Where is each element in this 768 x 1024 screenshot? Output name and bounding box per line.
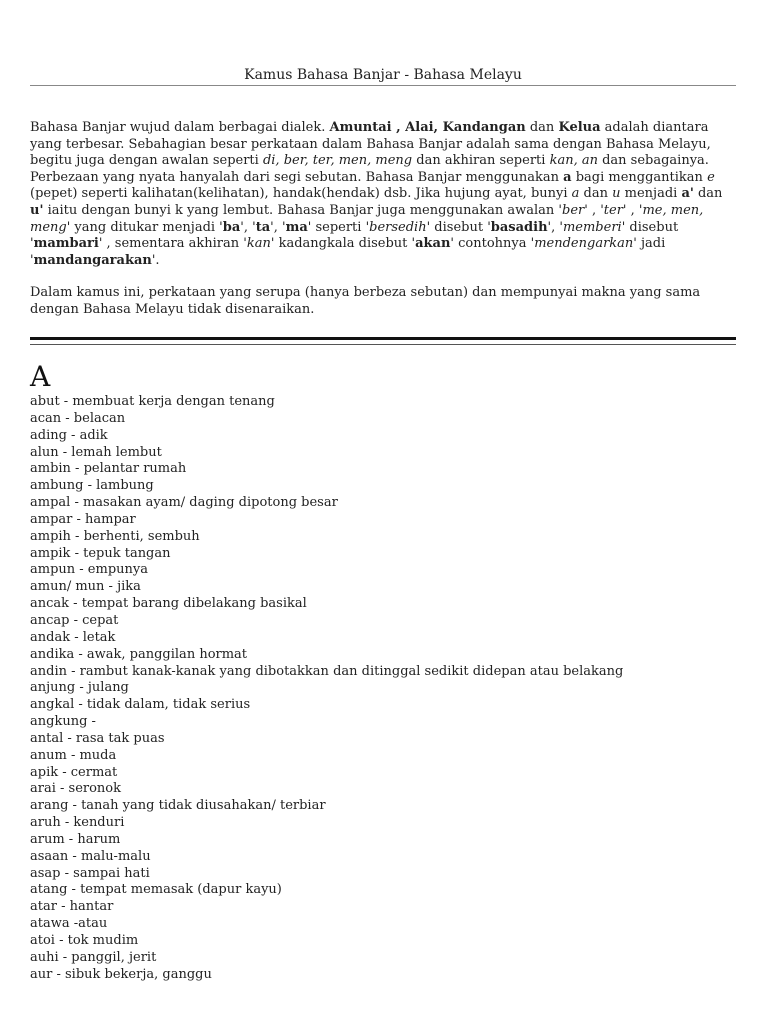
dictionary-entry: aruh - kenduri	[30, 815, 125, 831]
dictionary-entry: atoi - tok mudim	[30, 933, 139, 948]
page-title: Kamus Bahasa Banjar - Bahasa Melayu	[244, 67, 522, 83]
text-run: dan	[579, 186, 613, 202]
dictionary-entry: anjung - julang	[30, 680, 129, 696]
text-run: ' seperti '	[307, 219, 370, 235]
intro-paragraph	[30, 285, 736, 318]
italic-text: u	[612, 186, 621, 202]
text-run: bagi menggantikan	[571, 169, 708, 185]
bold-text: mandangarakan	[33, 252, 152, 268]
text-run: ' contohnya '	[450, 236, 535, 252]
text-run: Bahasa Banjar wujud dalam berbagai dialek.	[30, 120, 330, 135]
italic-text: a	[571, 186, 580, 202]
italic-text: e	[707, 169, 715, 185]
text-run: dan sebagainya. Perbezaan yang nyata hanyalah dari segi sebutan. Bahasa Banjar menggunakan	[30, 153, 709, 185]
text-run: ', '	[240, 219, 256, 235]
dictionary-entry: ampun - empunya	[30, 562, 148, 578]
dictionary-entry: alun - lemah lembut	[30, 444, 162, 460]
dictionary-entry: asaan - malu-malu	[30, 848, 151, 864]
dictionary-entry: ampal - masakan ayam/ daging dipotong besar	[30, 495, 338, 511]
intro-paragraph	[30, 120, 736, 269]
dictionary-entry: ancak - tempat barang dibelakang basikal	[30, 596, 307, 612]
dictionary-entry: ambung - lambung	[30, 478, 154, 494]
dictionary-entry-list	[30, 394, 736, 984]
text-run: ', '	[547, 219, 563, 235]
text-run: ' jadi '	[30, 236, 666, 268]
dictionary-entry: ampik - tepuk tangan	[30, 545, 171, 561]
italic-text: ter	[603, 202, 623, 218]
dictionary-entry: atang - tempat memasak (dapur kayu)	[30, 882, 282, 898]
bold-text: ma	[285, 219, 308, 235]
text-run: dan akhiran seperti	[412, 153, 550, 169]
dictionary-entry: apik - cermat	[30, 764, 118, 780]
text-run: iaitu dengan bunyi k yang lembut. Bahasa Banjar juga menggunakan awalan '	[43, 202, 562, 218]
italic-text: kan, an	[549, 153, 598, 169]
bold-text: mambari	[33, 236, 99, 252]
dictionary-entry: atawa -atau	[30, 916, 108, 932]
dictionary-entry: amun/ mun - jika	[30, 579, 141, 595]
bold-text: ta	[255, 219, 271, 235]
bold-text: a'	[681, 186, 694, 202]
text-run: adalah diantara yang terbesar. Sebahagian besar perkataan dalam Bahasa Banjar adalah sama dengan Bahasa Melayu, begitu juga dengan awalan seperti	[30, 120, 711, 169]
bold-text: a	[563, 169, 572, 185]
text-run: ' disebut '	[426, 219, 491, 235]
text-run: ' , sementara akhiran '	[98, 236, 247, 252]
dictionary-entry: andika - awak, panggilan hormat	[30, 646, 248, 662]
section-divider	[30, 337, 736, 345]
text-run: dan	[525, 120, 559, 135]
dictionary-entry: andak - letak	[30, 629, 116, 645]
text-run: Dalam kamus ini, perkataan yang serupa (hanya berbeza sebutan) dan mempunyai makna yang sama dengan Bahasa Melayu tidak disenaraikan.	[30, 285, 701, 317]
italic-text: bersedih	[369, 219, 427, 235]
text-run: ' , '	[584, 202, 604, 218]
dictionary-entry: andin - rambut kanak-kanak yang dibotakkan dan ditinggal sedikit didepan atau belakang	[30, 663, 624, 679]
italic-text: kan	[246, 236, 271, 252]
dictionary-entry: anum - muda	[30, 747, 117, 763]
bold-text: Amuntai , Alai, Kandangan	[329, 120, 526, 135]
dictionary-entry: ambin - pelantar rumah	[30, 461, 187, 477]
dictionary-entry: acan - belacan	[30, 410, 126, 426]
text-run: '.	[151, 252, 160, 268]
italic-text: ber	[562, 202, 585, 218]
text-run: ' kadangkala disebut '	[270, 236, 416, 252]
dictionary-entry: ampar - hampar	[30, 511, 136, 527]
bold-text: u'	[30, 202, 44, 218]
italic-text: di, ber, ter, men, meng	[262, 153, 413, 169]
dictionary-entry: arum - harum	[30, 831, 121, 847]
text-run: ', '	[270, 219, 286, 235]
text-run: ' disebut '	[30, 219, 679, 252]
text-run: menjadi	[620, 186, 682, 202]
italic-text: memberi	[562, 219, 622, 235]
intro-text	[30, 120, 736, 319]
dictionary-entry: abut - membuat kerja dengan tenang	[30, 394, 275, 409]
dictionary-entry: antal - rasa tak puas	[30, 730, 165, 746]
dictionary-entry: asap - sampai hati	[30, 865, 150, 881]
bold-text: Kelua	[558, 120, 601, 135]
dictionary-entry: atar - hantar	[30, 899, 114, 915]
dictionary-entry: ampih - berhenti, sembuh	[30, 528, 200, 544]
bold-text: ba	[222, 219, 241, 235]
title-divider	[30, 85, 736, 86]
bold-text: akan	[415, 236, 451, 252]
text-run: dan	[693, 186, 723, 202]
dictionary-entry: auhi - panggil, jerit	[30, 949, 157, 965]
dictionary-entry: arai - seronok	[30, 781, 122, 797]
dictionary-entry: arang - tanah yang tidak diusahakan/ terbiar	[30, 798, 326, 814]
section-heading-letter: A	[30, 360, 51, 393]
text-run: ' yang ditukar menjadi '	[66, 219, 223, 235]
bold-text: basadih	[490, 219, 548, 235]
italic-text: me, men, meng	[30, 202, 704, 235]
italic-text: mendengarkan	[534, 236, 634, 252]
text-run: ' , '	[622, 202, 643, 218]
dictionary-entry: aur - sibuk bekerja, ganggu	[30, 966, 212, 982]
dictionary-entry: angkung -	[30, 714, 96, 730]
dictionary-entry: ancap - cepat	[30, 612, 119, 628]
dictionary-entry: angkal - tidak dalam, tidak serius	[30, 697, 251, 713]
text-run: (pepet) seperti kalihatan(kelihatan), handak(hendak) dsb. Jika hujung ayat, bunyi	[30, 186, 572, 202]
dictionary-entry: ading - adik	[30, 427, 108, 443]
